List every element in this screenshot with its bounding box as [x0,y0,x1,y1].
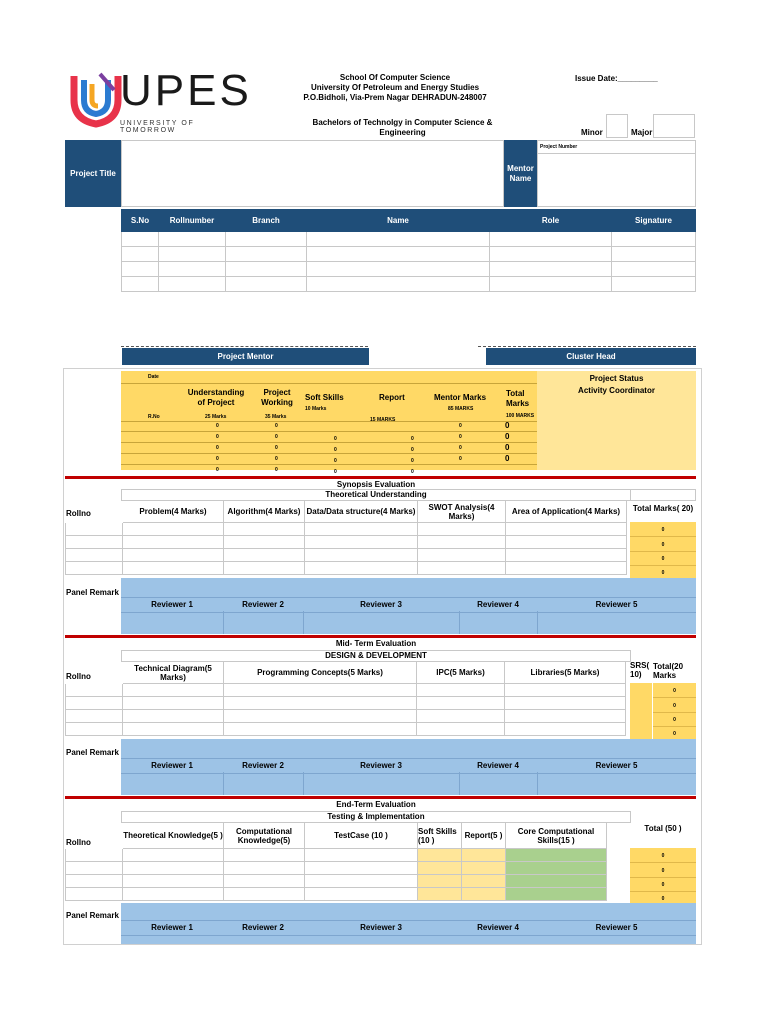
minor-checkbox[interactable] [606,114,628,138]
mentor-name-label: Mentor Name [504,140,537,207]
table-row [66,562,627,575]
activity-coordinator-label: Activity Coordinator [578,386,655,395]
marks-header-total: Total Marks [506,389,530,408]
endterm-table [65,822,607,901]
upes-emblem-icon [70,70,122,128]
logo-tagline: UNIVERSITY OF TOMORROW [120,120,195,134]
marks-rows [121,421,537,475]
marks-header-softskills: Soft Skills [305,393,344,402]
synopsis-rollno-label: Rollno [66,509,91,518]
midterm-srs-label: SRS( 10) [630,661,650,679]
programme-name: Bachelors of Technolgy in Computer Science & Engineering [312,118,493,137]
synopsis-col-datastructure: Data/Data structure(4 Marks) [305,501,418,523]
midterm-col-libraries: Libraries(5 Marks) [505,662,626,684]
major-label: Major [631,128,653,137]
midterm-rollno-label: Rollno [66,672,91,681]
midterm-table [65,661,626,736]
rno-label: R.No [148,414,160,420]
table-row [66,536,627,549]
table-row [122,262,696,277]
midterm-total-label: Total(20 Marks [653,662,684,680]
table-row [66,849,607,862]
synopsis-col-swot: SWOT Analysis(4 Marks) [418,501,506,523]
marks-header-understanding: Understanding of Project [187,388,245,407]
midterm-panel-remark-label: Panel Remark [66,748,119,757]
endterm-reviewers: Reviewer 1 Reviewer 2 Reviewer 3 Reviewer 4 Reviewer 5 [121,920,696,936]
synopsis-panel-remark-label: Panel Remark [66,588,119,597]
table-row [122,277,696,292]
table-row [66,684,626,697]
endterm-totals: 0 0 0 0 [630,848,696,904]
synopsis-reviewers: Reviewer 1 Reviewer 2 Reviewer 3 Reviewer 4 Reviewer 5 [121,597,696,613]
cluster-head-signature: Cluster Head [486,348,696,365]
synopsis-divider [65,476,696,479]
endterm-col-theoretical: Theoretical Knowledge(5 ) [123,823,224,849]
major-checkbox[interactable] [653,114,695,138]
midterm-totals: 0 0 0 0 [653,683,696,739]
synopsis-table [65,500,627,575]
endterm-col-core: Core Computational Skills(15 ) [506,823,607,849]
table-row [66,875,607,888]
midterm-col-ipc: IPC(5 Marks) [417,662,505,684]
endterm-total-label: Total (50 ) [644,824,682,833]
endterm-title: End-Term Evaluation [336,800,416,809]
table-row [66,523,627,536]
issue-date: Issue Date:_________ [575,74,658,83]
team-col-branch: Branch [226,210,307,232]
team-col-name: Name [307,210,490,232]
project-number-label: Project Number [540,144,578,150]
project-title-label: Project Title [65,140,121,207]
table-row [66,549,627,562]
midterm-subtitle: DESIGN & DEVELOPMENT [121,650,631,662]
table-row: 0 0 0 0 [121,421,537,431]
table-row: 0 0 0 0 0 0 [121,431,537,442]
endterm-col-report: Report(5 ) [462,823,506,849]
team-col-role: Role [490,210,612,232]
logo-brand: UPES [120,66,252,115]
midterm-col-technical: Technical Diagram(5 Marks) [123,662,224,684]
midterm-reviewers: Reviewer 1 Reviewer 2 Reviewer 3 Reviewer 4 Reviewer 5 [121,758,696,774]
table-row [122,232,696,247]
synopsis-col-application: Area of Application(4 Marks) [506,501,627,523]
endterm-rollno-label: Rollno [66,838,91,847]
synopsis-title: Synopsis Evaluation [336,480,416,489]
table-row: 0 0 0 0 0 0 [121,442,537,453]
endterm-col-softskills: Soft Skills (10 ) [418,823,462,849]
synopsis-col-algorithm: Algorithm(4 Marks) [224,501,305,523]
table-row [66,723,626,736]
synopsis-totals: 0 0 0 0 [630,522,696,578]
team-col-signature: Signature [612,210,696,232]
project-number-field[interactable] [537,140,696,154]
synopsis-subtitle: Theoretical Understanding [121,489,631,501]
project-title-field[interactable] [121,140,504,207]
midterm-divider [65,635,696,638]
university-name: University Of Petroleum and Energy Studies [310,83,480,92]
school-name: School Of Computer Science [339,73,451,82]
team-col-rollnumber: Rollnumber [159,210,226,232]
school-header [290,73,500,103]
table-row [66,862,607,875]
marks-header-report: Report [379,393,405,402]
marks-header-mentor: Mentor Marks [434,393,487,402]
project-status-label: Project Status [589,374,644,383]
table-row: 0 0 0 0 [121,464,537,475]
address: P.O.Bidholi, Via-Prem Nagar DEHRADUN-248007 [303,93,487,102]
table-row [66,710,626,723]
endterm-panel-remark-label: Panel Remark [66,911,119,920]
midterm-title: Mid- Term Evaluation [335,639,417,648]
minor-label: Minor [581,128,603,137]
table-row [122,247,696,262]
upes-logo [70,66,252,134]
synopsis-col-problem: Problem(4 Marks) [123,501,224,523]
date-label: Date [148,374,159,380]
table-row [66,697,626,710]
team-table [121,209,696,292]
midterm-col-programming: Programming Concepts(5 Marks) [224,662,417,684]
table-row [66,888,607,901]
marks-header-working: Project Working [261,388,293,407]
project-mentor-signature: Project Mentor [122,348,369,365]
team-col-sno: S.No [122,210,159,232]
table-row: 0 0 0 0 0 0 [121,453,537,464]
midterm-srs-cells[interactable] [630,683,652,739]
endterm-divider [65,796,696,799]
endterm-col-computational: Computational Knowledge(5) [224,823,305,849]
endterm-subtitle: Testing & Implementation [121,811,631,823]
endterm-col-testcase: TestCase (10 ) [305,823,418,849]
synopsis-total-label: Total Marks( 20) [632,504,694,513]
